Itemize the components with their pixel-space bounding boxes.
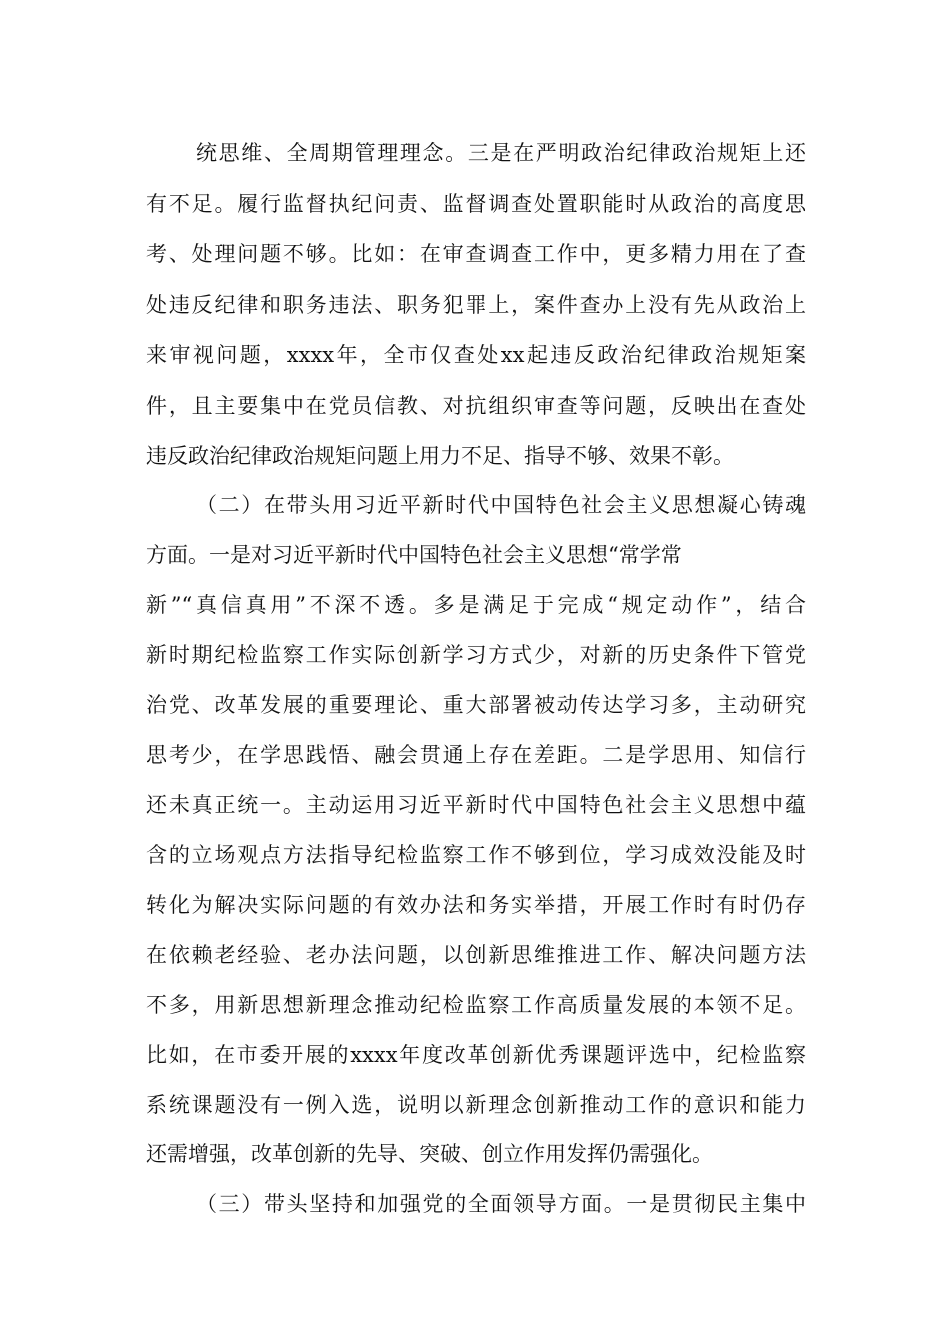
text-line-5: 来审视问题，xxxx年，全市仅查处xx起违反政治纪律政治规矩案 <box>146 343 806 367</box>
text-line-1: 统思维、全周期管理理念。三是在严明政治纪律政治规矩上还 <box>196 141 806 165</box>
text-line-13: 思考少，在学思践悟、融会贯通上存在差距。二是学思用、知信行 <box>146 743 806 767</box>
text-line-9: 方面。一是对习近平新时代中国特色社会主义思想“常学常 <box>146 543 682 567</box>
text-line-7: 违反政治纪律政治规矩问题上用力不足、指导不够、效果不彰。 <box>146 444 734 468</box>
text-line-12: 治党、改革发展的重要理论、重大部署被动传达学习多，主动研究 <box>146 693 806 717</box>
text-line-14: 还未真正统一。主动运用习近平新时代中国特色社会主义思想中蕴 <box>146 793 806 817</box>
text-line-4: 处违反纪律和职务违法、职务犯罪上，案件查办上没有先从政治上 <box>146 293 806 317</box>
text-line-22: （三）带头坚持和加强党的全面领导方面。一是贯彻民主集中 <box>196 1192 806 1216</box>
text-line-21: 还需增强，改革创新的先导、突破、创立作用发挥仍需强化。 <box>146 1142 713 1166</box>
text-line-3: 考、处理问题不够。比如：在审查调查工作中，更多精力用在了查 <box>146 242 806 266</box>
text-line-15: 含的立场观点方法指导纪检监察工作不够到位，学习成效没能及时 <box>146 843 806 867</box>
text-line-10: 新”“真信真用”不深不透。多是满足于完成“规定动作”，结合 <box>146 593 806 617</box>
text-line-16: 转化为解决实际问题的有效办法和务实举措，开展工作时有时仍存 <box>146 893 806 917</box>
text-line-19: 比如，在市委开展的xxxx年度改革创新优秀课题评选中，纪检监察 <box>146 1043 806 1067</box>
text-line-17: 在依赖老经验、老办法问题，以创新思维推进工作、解决问题方法 <box>146 943 806 967</box>
text-line-18: 不多，用新思想新理念推动纪检监察工作高质量发展的本领不足。 <box>146 993 806 1017</box>
text-line-11: 新时期纪检监察工作实际创新学习方式少，对新的历史条件下管党 <box>146 643 806 667</box>
text-line-6: 件，且主要集中在党员信教、对抗组织审查等问题，反映出在查处 <box>146 394 806 418</box>
text-line-2: 有不足。履行监督执纪问责、监督调查处置职能时从政治的高度思 <box>146 192 806 216</box>
text-line-20: 系统课题没有一例入选，说明以新理念创新推动工作的意识和能力 <box>146 1093 806 1117</box>
text-line-8: （二）在带头用习近平新时代中国特色社会主义思想凝心铸魂 <box>196 493 806 517</box>
